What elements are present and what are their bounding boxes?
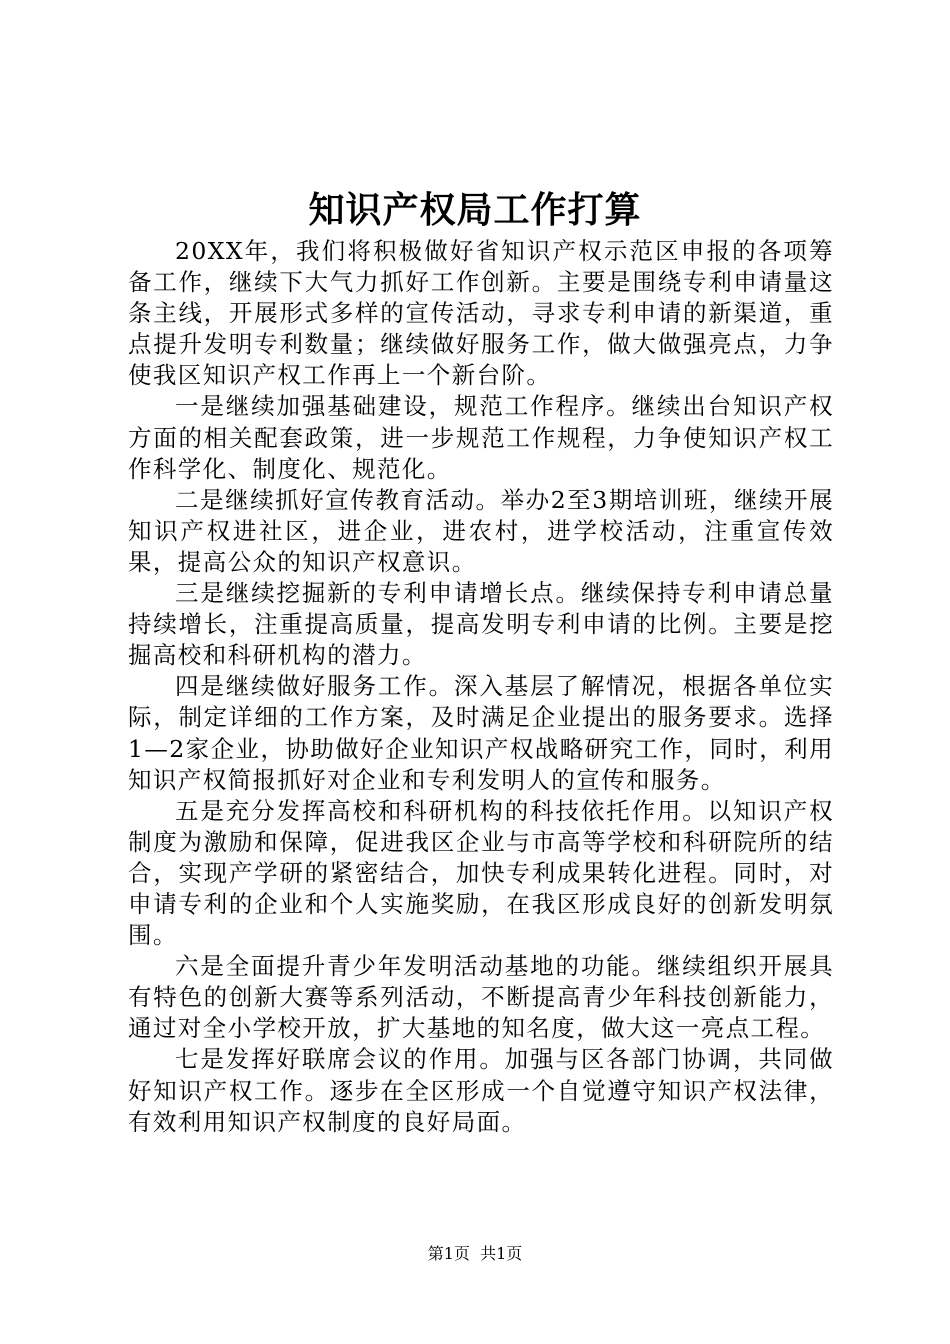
paragraph-intro: 20XX年，我们将积极做好省知识产权示范区申报的各项筹备工作，继续下大气力抓好工作创新。主要是围绕专利申请量这条主线，开展形式多样的宣传活动，寻求专利申请的新渠道，重点提升发明专利数量；继续做好服务工作，做大做强亮点，力争使我区知识产权工作再上一个新台阶。: [128, 237, 834, 390]
paragraph-item-4: 四是继续做好服务工作。深入基层了解情况，根据各单位实际，制定详细的工作方案，及时满足企业提出的服务要求。选择1—2家企业，协助做好企业知识产权战略研究工作，同时，利用知识产权简报抓好对企业和专利发明人的宣传和服务。: [128, 672, 834, 794]
paragraph-item-6: 六是全面提升青少年发明活动基地的功能。继续组织开展具有特色的创新大赛等系列活动，不断提高青少年科技创新能力，通过对全小学校开放，扩大基地的知名度，做大这一亮点工程。: [128, 952, 834, 1043]
page-footer: [0, 1243, 950, 1265]
document-body: [128, 236, 834, 1138]
paragraph-item-1: 一是继续加强基础建设，规范工作程序。继续出台知识产权方面的相关配套政策，进一步规范工作规程，力争使知识产权工作科学化、制度化、规范化。: [128, 392, 834, 483]
page-number-total: 共1页: [480, 1244, 523, 1263]
paragraph-item-3: 三是继续挖掘新的专利申请增长点。继续保持专利申请总量持续增长，注重提高质量，提高发明专利申请的比例。主要是挖掘高校和科研机构的潜力。: [128, 579, 834, 670]
paragraph-item-2: 二是继续抓好宣传教育活动。举办2至3期培训班，继续开展知识产权进社区，进企业，进农村，进学校活动，注重宣传效果，提高公众的知识产权意识。: [128, 485, 834, 576]
page-title: 知识产权局工作打算: [308, 189, 642, 231]
footer-separator: [470, 1244, 480, 1263]
paragraph-item-7: 七是发挥好联席会议的作用。加强与区各部门协调，共同做好知识产权工作。逐步在全区形成一个自觉遵守知识产权法律，有效利用知识产权制度的良好局面。: [128, 1045, 834, 1136]
paragraph-item-5: 五是充分发挥高校和科研机构的科技依托作用。以知识产权制度为激励和保障，促进我区企业与市高等学校和科研院所的结合，实现产学研的紧密结合，加快专利成果转化进程。同时，对申请专利的企业和个人实施奖励，在我区形成良好的创新发明氛围。: [128, 796, 834, 950]
page-number-current: 第1页: [427, 1244, 470, 1263]
